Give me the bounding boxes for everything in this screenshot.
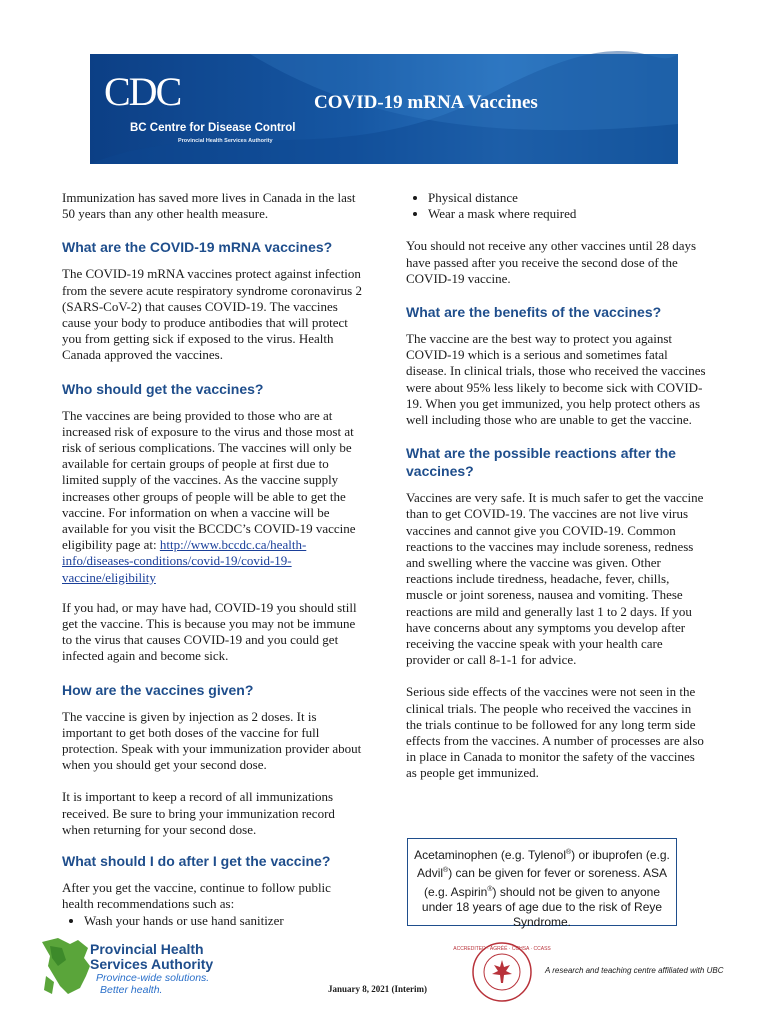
note-text-1: Acetaminophen (e.g. Tylenol bbox=[414, 848, 566, 862]
recommendations-list bbox=[62, 913, 362, 929]
org-name: BC Centre for Disease Control bbox=[130, 122, 296, 134]
left-column bbox=[62, 190, 362, 943]
eligibility-link[interactable]: http://www.bccdc.ca/health-info/diseases-conditions/covid-19/covid-19-vaccine/eligibility bbox=[62, 537, 307, 585]
ubc-affiliation: A research and teaching centre affiliated with UBC bbox=[545, 966, 724, 975]
registered-mark: ® bbox=[443, 867, 449, 875]
paragraph-other-vaccines: You should not receive any other vaccines until 28 days have passed after you receive the second dose of the COVID-19 vaccine. bbox=[406, 238, 697, 286]
note-text-4: ) should not be given to anyone under 18 years of age due to the risk of Reye Syndrome. bbox=[421, 884, 663, 930]
heading-what-are-vaccines: What are the COVID-19 mRNA vaccines? bbox=[62, 239, 333, 256]
who-should-get-text: The vaccines are being provided to those who are at increased risk of exposure to the virus and those most at risk of serious complications. The vaccines will only be available for certain groups of people at first due to limited supply of the vaccines. As the vaccine supply increases other groups of people will be able to get the vaccine. For information on when a vaccine will be available for you visit the BCCDC’s COVID-19 vaccine eligibility page at: bbox=[62, 407, 356, 553]
heading-benefits: What are the benefits of the vaccines? bbox=[406, 304, 662, 321]
accreditation-seal bbox=[453, 940, 551, 1004]
paragraph-reactions: Vaccines are very safe. It is much safer to get the vaccine than to get COVID-19. The vaccines are not live virus vaccines and cannot give you COVID-19. Common reactions to the vaccines may include soreness, redness and swelling where the vaccine was given. Other reactions include tiredness, headache, fever, chills, muscle or joint soreness, nausea and vomiting. These reactions are mild and generally last 1 to 2 days. If you have concerns about any symptoms you develop after receiving the vaccine speak with your health care provider or call 8-1-1 for advice. bbox=[406, 490, 704, 668]
heading-after-vaccine: What should I do after I get the vaccine? bbox=[62, 853, 331, 870]
fever-medication-note bbox=[407, 838, 677, 930]
paragraph-how-given: The vaccine is given by injection as 2 doses. It is important to get both doses of the vaccine for full protection. Speak with your immunization provider about when you should get your second dose. bbox=[62, 708, 362, 773]
phsa-tagline-line-1: Province-wide solutions. bbox=[96, 972, 210, 984]
header-banner bbox=[90, 54, 678, 164]
heading-who-should-get: Who should get the vaccines? bbox=[62, 380, 264, 397]
list-item: • Wash your hands or use hand sanitizer bbox=[84, 913, 362, 929]
cdc-logo: CDC bbox=[104, 69, 181, 114]
phsa-name-line-2: Services Authority bbox=[90, 956, 214, 972]
phsa-name-line-1: Provincial Health bbox=[90, 941, 204, 957]
recommendations-list-continued bbox=[406, 190, 708, 222]
list-item: • Wear a mask where required bbox=[428, 206, 708, 222]
right-column bbox=[406, 190, 708, 798]
list-item: • Physical distance bbox=[428, 190, 708, 206]
intro-paragraph: Immunization has saved more lives in Canada in the last 50 years than any other health measure. bbox=[62, 190, 356, 222]
registered-mark: ® bbox=[487, 885, 493, 893]
phsa-tagline bbox=[96, 972, 209, 996]
note-text-3: ) can be given for fever or soreness. ASA (e.g. Aspirin bbox=[423, 866, 667, 899]
paragraph-who-should-get bbox=[62, 408, 362, 586]
paragraph-what-are-vaccines: The COVID-19 mRNA vaccines protect against infection from the severe acute respiratory syndrome coronavirus 2 (SARS-CoV-2) that causes COVID-19. The vaccines cause your body to produce antibodies that will protect you from getting sick if exposed to the virus. Health Canada approved the vaccines. bbox=[62, 266, 362, 363]
heading-reactions: What are the possible reactions after the vaccines? bbox=[406, 445, 676, 480]
document-date: January 8, 2021 (Interim) bbox=[328, 984, 427, 994]
registered-mark: ® bbox=[565, 849, 572, 856]
paragraph-serious-effects: Serious side effects of the vaccines were not seen in the clinical trials. The people who received the vaccines in the trials continue to be followed for any long term side effects from the vaccines. A number of processes are also in place in Canada to monitor the safety of the vaccines as people get immunized. bbox=[406, 684, 704, 781]
heading-how-given: How are the vaccines given? bbox=[62, 681, 254, 698]
paragraph-benefits: The vaccine are the best way to protect you against COVID-19 which is a serious and sometimes fatal disease. In clinical trials, those who received the vaccines were about 95% less likely to become sick with COVID-19. When you get immunized, you help protect others as well including those who are unable to get the vaccine. bbox=[406, 331, 706, 428]
phsa-name bbox=[90, 942, 213, 972]
note-text-2: ) or ibuprofen (e.g. Advil bbox=[417, 848, 670, 881]
paragraph-had-covid: If you had, or may have had, COVID-19 you should still get the vaccine. This is because you may not be immune to the virus that causes COVID-19 and you could get infected again and become sick. bbox=[62, 599, 357, 664]
paragraph-keep-record: It is important to keep a record of all immunizations received. Be sure to bring your immunization record when returning for your second dose. bbox=[62, 789, 335, 837]
paragraph-after-vaccine: After you get the vaccine, continue to follow public health recommendations such as: bbox=[62, 880, 331, 912]
document-title: COVID-19 mRNA Vaccines bbox=[314, 92, 538, 113]
phsa-tagline-line-2: Better health. bbox=[100, 984, 163, 996]
seal-text: ACCREDITED · AGRÉÉ · CCHSA · CCASS bbox=[453, 946, 551, 952]
org-subtitle: Provincial Health Services Authority bbox=[178, 138, 273, 144]
